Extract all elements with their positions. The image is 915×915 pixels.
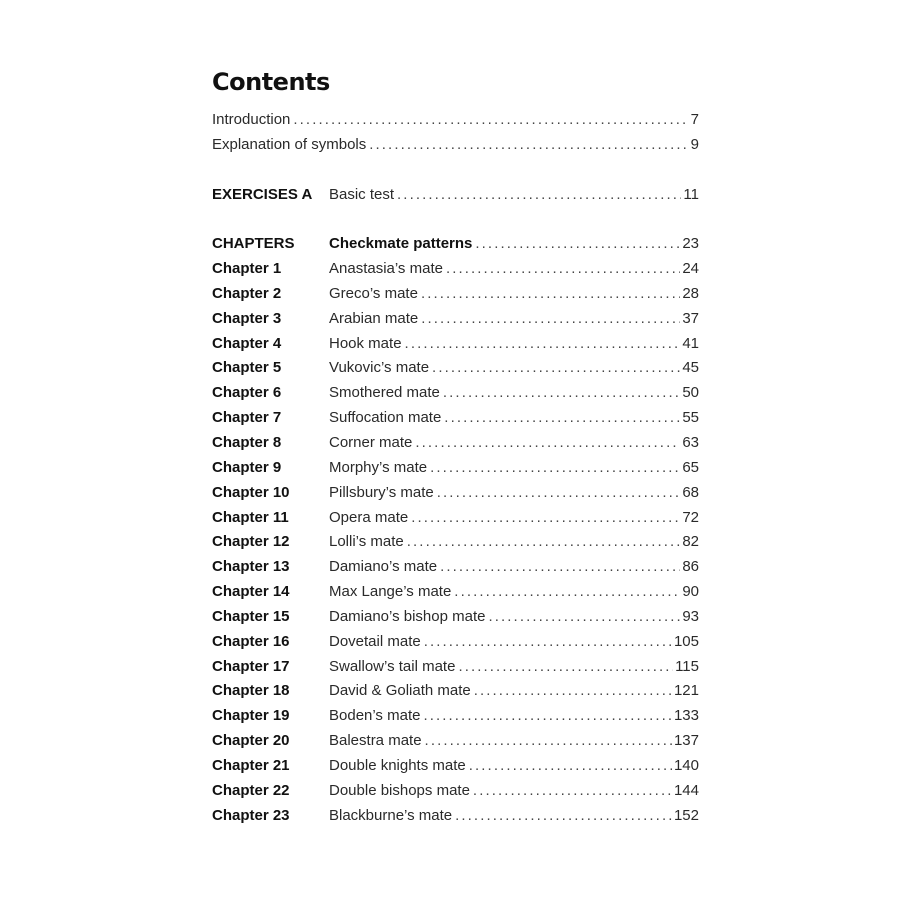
toc-page-number: 50: [682, 384, 699, 402]
toc-entry-title: Arabian mate: [329, 309, 419, 327]
chapter-label: Chapter 21: [212, 756, 290, 774]
toc-page-number: 144: [673, 781, 699, 799]
dot-leader: [443, 381, 680, 406]
chapter-label: Chapter 19: [212, 707, 290, 725]
chapter-label: Chapter 10: [212, 483, 290, 501]
toc-entry-body: [329, 779, 699, 804]
toc-entry-title: Explanation of symbols: [212, 135, 367, 153]
section-spacer: [212, 158, 699, 183]
toc-page-number: 82: [682, 533, 699, 551]
dot-leader: [473, 779, 672, 804]
dot-leader: [432, 356, 680, 381]
dot-leader: [474, 679, 672, 704]
toc-entry-title: Anastasia’s mate: [329, 260, 443, 278]
toc-entry-body: [329, 431, 699, 456]
toc-page-number: 37: [682, 309, 699, 327]
toc-entry-chapter[interactable]: [212, 754, 699, 779]
toc-entry-chapter[interactable]: [212, 605, 699, 630]
toc-entry-title: Balestra mate: [329, 732, 422, 750]
chapter-label: Chapter 16: [212, 632, 290, 650]
toc-entry-chapter[interactable]: [212, 580, 699, 605]
toc-entry-title: Checkmate patterns: [329, 235, 473, 253]
toc-page-number: 24: [682, 260, 699, 278]
toc-entry-body: [329, 332, 699, 357]
toc-entry-body: [329, 729, 699, 754]
toc-entry-body: [329, 232, 699, 257]
page-title: Contents: [212, 68, 330, 96]
toc-entry-title: Blackburne’s mate: [329, 806, 453, 824]
toc-entry-body: [329, 679, 699, 704]
toc-entry-title: Corner mate: [329, 433, 413, 451]
chapter-label: Chapter 15: [212, 607, 290, 625]
toc-page-number: 28: [682, 284, 699, 302]
toc-entry-title: Dovetail mate: [329, 632, 421, 650]
toc-page-number: 55: [682, 409, 699, 427]
chapter-label: Chapter 6: [212, 384, 282, 402]
toc-entry-title: Suffocation mate: [329, 409, 442, 427]
toc-entry-title: Introduction: [212, 111, 291, 128]
front-matter-list: [212, 108, 699, 158]
toc-entry-body: [329, 456, 699, 481]
chapter-label: Chapter 20: [212, 732, 290, 750]
contents-page: [212, 66, 699, 828]
dot-leader: [421, 282, 680, 307]
dot-leader: [475, 232, 680, 257]
toc-page-number: 41: [682, 334, 699, 352]
toc-page-number: 140: [673, 756, 699, 774]
toc-entry-title: Damiano’s bishop mate: [329, 607, 486, 625]
toc-page-number: 45: [682, 359, 699, 377]
dot-leader: [446, 257, 680, 282]
dot-leader: [458, 655, 673, 680]
toc-entry-exercises[interactable]: [212, 183, 699, 208]
toc-entry-title: Basic test: [329, 185, 395, 203]
toc-entry-title: Max Lange’s mate: [329, 583, 452, 601]
toc-entry-title: David & Goliath mate: [329, 682, 471, 700]
toc-entry-title: Double bishops mate: [329, 781, 470, 799]
toc-entry-title: Greco’s mate: [329, 284, 418, 302]
toc-entry-chapter[interactable]: [212, 655, 699, 680]
dot-leader: [425, 729, 672, 754]
toc-page-number: 23: [682, 235, 699, 253]
toc-entry-chapter[interactable]: [212, 779, 699, 804]
chapter-label: Chapter 14: [212, 583, 290, 601]
toc-entry-body: [329, 605, 699, 630]
toc-entry-chapter[interactable]: [212, 381, 699, 406]
toc-entry-body: [329, 754, 699, 779]
toc-entry-title: Smothered mate: [329, 384, 440, 402]
toc-entry-chapter[interactable]: [212, 630, 699, 655]
toc-entry-body: [329, 804, 699, 829]
toc-entry-chapter[interactable]: [212, 307, 699, 332]
dot-leader: [407, 530, 681, 555]
toc-entry-body: [329, 257, 699, 282]
dot-leader: [369, 133, 688, 158]
dot-leader: [397, 183, 681, 208]
toc-entry-introduction[interactable]: [212, 108, 699, 133]
chapter-label: Chapter 9: [212, 458, 282, 476]
toc-entry-body: [329, 555, 699, 580]
toc-entry-chapter[interactable]: [212, 356, 699, 381]
chapter-label: Chapter 12: [212, 533, 290, 551]
toc-page-number: 105: [673, 632, 699, 650]
chapter-label: Chapter 2: [212, 284, 282, 302]
dot-leader: [437, 481, 681, 506]
toc-page-number: 68: [682, 483, 699, 501]
dot-leader: [469, 754, 672, 779]
toc-page-number: 133: [673, 707, 699, 725]
toc-entry-chapter[interactable]: [212, 406, 699, 431]
toc-entry-body: [329, 481, 699, 506]
toc-entry-title: Lolli’s mate: [329, 533, 404, 551]
toc-page-number: 9: [690, 135, 699, 153]
toc-page-number: 86: [682, 558, 699, 576]
chapter-label: Chapter 18: [212, 682, 290, 700]
toc-entry-body: [329, 307, 699, 332]
toc-entry-body: [329, 704, 699, 729]
section-label: CHAPTERS: [212, 235, 295, 253]
chapter-label: Chapter 22: [212, 781, 290, 799]
toc-entry-title: Hook mate: [329, 334, 402, 352]
toc-page-number: 121: [673, 682, 699, 700]
toc-entry-title: Damiano’s mate: [329, 558, 438, 576]
toc-entry-chapter[interactable]: [212, 804, 699, 829]
toc-entry-chapter[interactable]: [212, 481, 699, 506]
toc-entry-chapter[interactable]: [212, 456, 699, 481]
toc-page-number: 90: [682, 583, 699, 601]
toc-entry-title: Opera mate: [329, 508, 409, 526]
toc-entry-chapter[interactable]: [212, 282, 699, 307]
dot-leader: [444, 406, 680, 431]
chapter-label: Chapter 4: [212, 334, 282, 352]
dot-leader: [293, 108, 688, 133]
toc-page-number: 115: [675, 657, 699, 675]
toc-page-number: 93: [682, 607, 699, 625]
toc-entry-body: [329, 530, 699, 555]
toc-entry-title: Vukovic’s mate: [329, 359, 430, 377]
section-label: EXERCISES A: [212, 185, 313, 203]
toc-entry-title: Boden’s mate: [329, 707, 421, 725]
toc-page-number: 65: [682, 458, 699, 476]
chapter-label: Chapter 1: [212, 260, 282, 278]
dot-leader: [424, 630, 672, 655]
toc-page-number: 137: [673, 732, 699, 750]
toc-page-number: 72: [682, 508, 699, 526]
toc-entry-chapter[interactable]: [212, 704, 699, 729]
toc-entry-title: Swallow’s tail mate: [329, 657, 456, 675]
chapter-label: Chapter 5: [212, 359, 282, 377]
toc-entry-body: [329, 506, 699, 531]
chapter-label: Chapter 7: [212, 409, 282, 427]
section-spacer: [212, 207, 699, 232]
dot-leader: [430, 456, 680, 481]
toc-entry-chapter[interactable]: [212, 257, 699, 282]
chapter-label: Chapter 17: [212, 657, 290, 675]
toc-page-number: 152: [673, 806, 699, 824]
toc-entry-body: [329, 356, 699, 381]
dot-leader: [421, 307, 680, 332]
toc-entry-body: [329, 183, 699, 208]
chapter-label: Chapter 8: [212, 433, 282, 451]
toc-entry-chapter[interactable]: [212, 555, 699, 580]
toc-entry-explanation-of-symbols[interactable]: [212, 133, 699, 158]
dot-leader: [454, 580, 680, 605]
toc-entry-chapter[interactable]: [212, 679, 699, 704]
toc-entry-body: [329, 282, 699, 307]
chapter-list: [212, 257, 699, 828]
toc-page-number: 11: [683, 185, 699, 203]
chapter-label: Chapter 3: [212, 309, 282, 327]
dot-leader: [405, 332, 681, 357]
toc-entry-body: [329, 580, 699, 605]
toc-entry-body: [329, 655, 699, 680]
toc-entry-body: [329, 381, 699, 406]
toc-entry-title: Pillsbury’s mate: [329, 483, 434, 501]
toc-page-number: 7: [690, 111, 699, 128]
dot-leader: [440, 555, 680, 580]
dot-leader: [455, 804, 672, 829]
toc-entry-chapter[interactable]: [212, 506, 699, 531]
chapter-label: Chapter 13: [212, 558, 290, 576]
toc-page-number: 63: [682, 433, 699, 451]
toc-entry-body: [329, 630, 699, 655]
dot-leader: [488, 605, 680, 630]
toc-entry-title: Morphy’s mate: [329, 458, 428, 476]
chapter-label: Chapter 11: [212, 508, 289, 526]
dot-leader: [411, 506, 680, 531]
dot-leader: [415, 431, 680, 456]
toc-entry-chapter[interactable]: [212, 431, 699, 456]
chapter-label: Chapter 23: [212, 806, 290, 824]
toc-entry-chapter[interactable]: [212, 530, 699, 555]
toc-entry-title: Double knights mate: [329, 756, 466, 774]
toc-entry-body: [329, 406, 699, 431]
toc-entry-chapter[interactable]: [212, 729, 699, 754]
dot-leader: [423, 704, 672, 729]
toc-entry-chapters-header[interactable]: [212, 232, 699, 257]
toc-entry-chapter[interactable]: [212, 332, 699, 357]
